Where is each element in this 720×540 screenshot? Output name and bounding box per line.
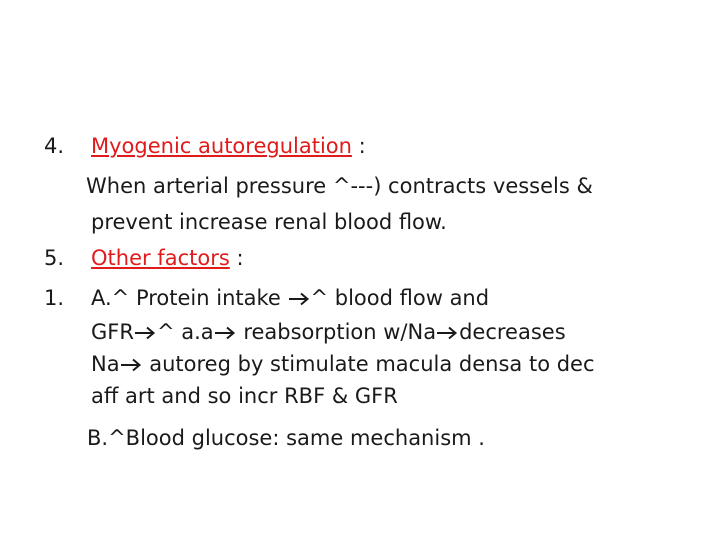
heading-suffix: : [351, 134, 366, 158]
arrow-right-icon [436, 326, 458, 340]
heading-suffix: : [229, 246, 244, 270]
arrow-right-icon [288, 292, 310, 306]
item-number: 1. [44, 286, 65, 310]
body-text: autoreg by stimulate macula densa to dec [142, 352, 595, 376]
body-text: ^ a.a [156, 320, 214, 344]
body-text: reabsorption w/Na [236, 320, 437, 344]
body-text: GFR [91, 320, 134, 344]
item-number: 4. [44, 134, 65, 158]
arrow-right-icon [214, 326, 236, 340]
body-line [91, 320, 566, 344]
body-line: aff art and so incr RBF & GFR [91, 384, 398, 408]
item-number: 5. [44, 246, 65, 270]
body-text: decreases [459, 320, 566, 344]
arrow-right-icon [134, 326, 156, 340]
heading-other-factors: Other factors [91, 246, 230, 270]
body-text: ^ blood flow and [310, 286, 490, 310]
body-line [91, 352, 595, 376]
body-line: B.^Blood glucose: same mechanism . [87, 426, 485, 450]
heading-myogenic-autoregulation: Myogenic autoregulation [91, 134, 352, 158]
body-line: prevent increase renal blood flow. [91, 210, 447, 234]
body-text: A.^ Protein intake [91, 286, 288, 310]
body-line: When arterial pressure ^---) contracts vessels & [86, 174, 593, 198]
body-text: Na [91, 352, 120, 376]
arrow-right-icon [120, 358, 142, 372]
